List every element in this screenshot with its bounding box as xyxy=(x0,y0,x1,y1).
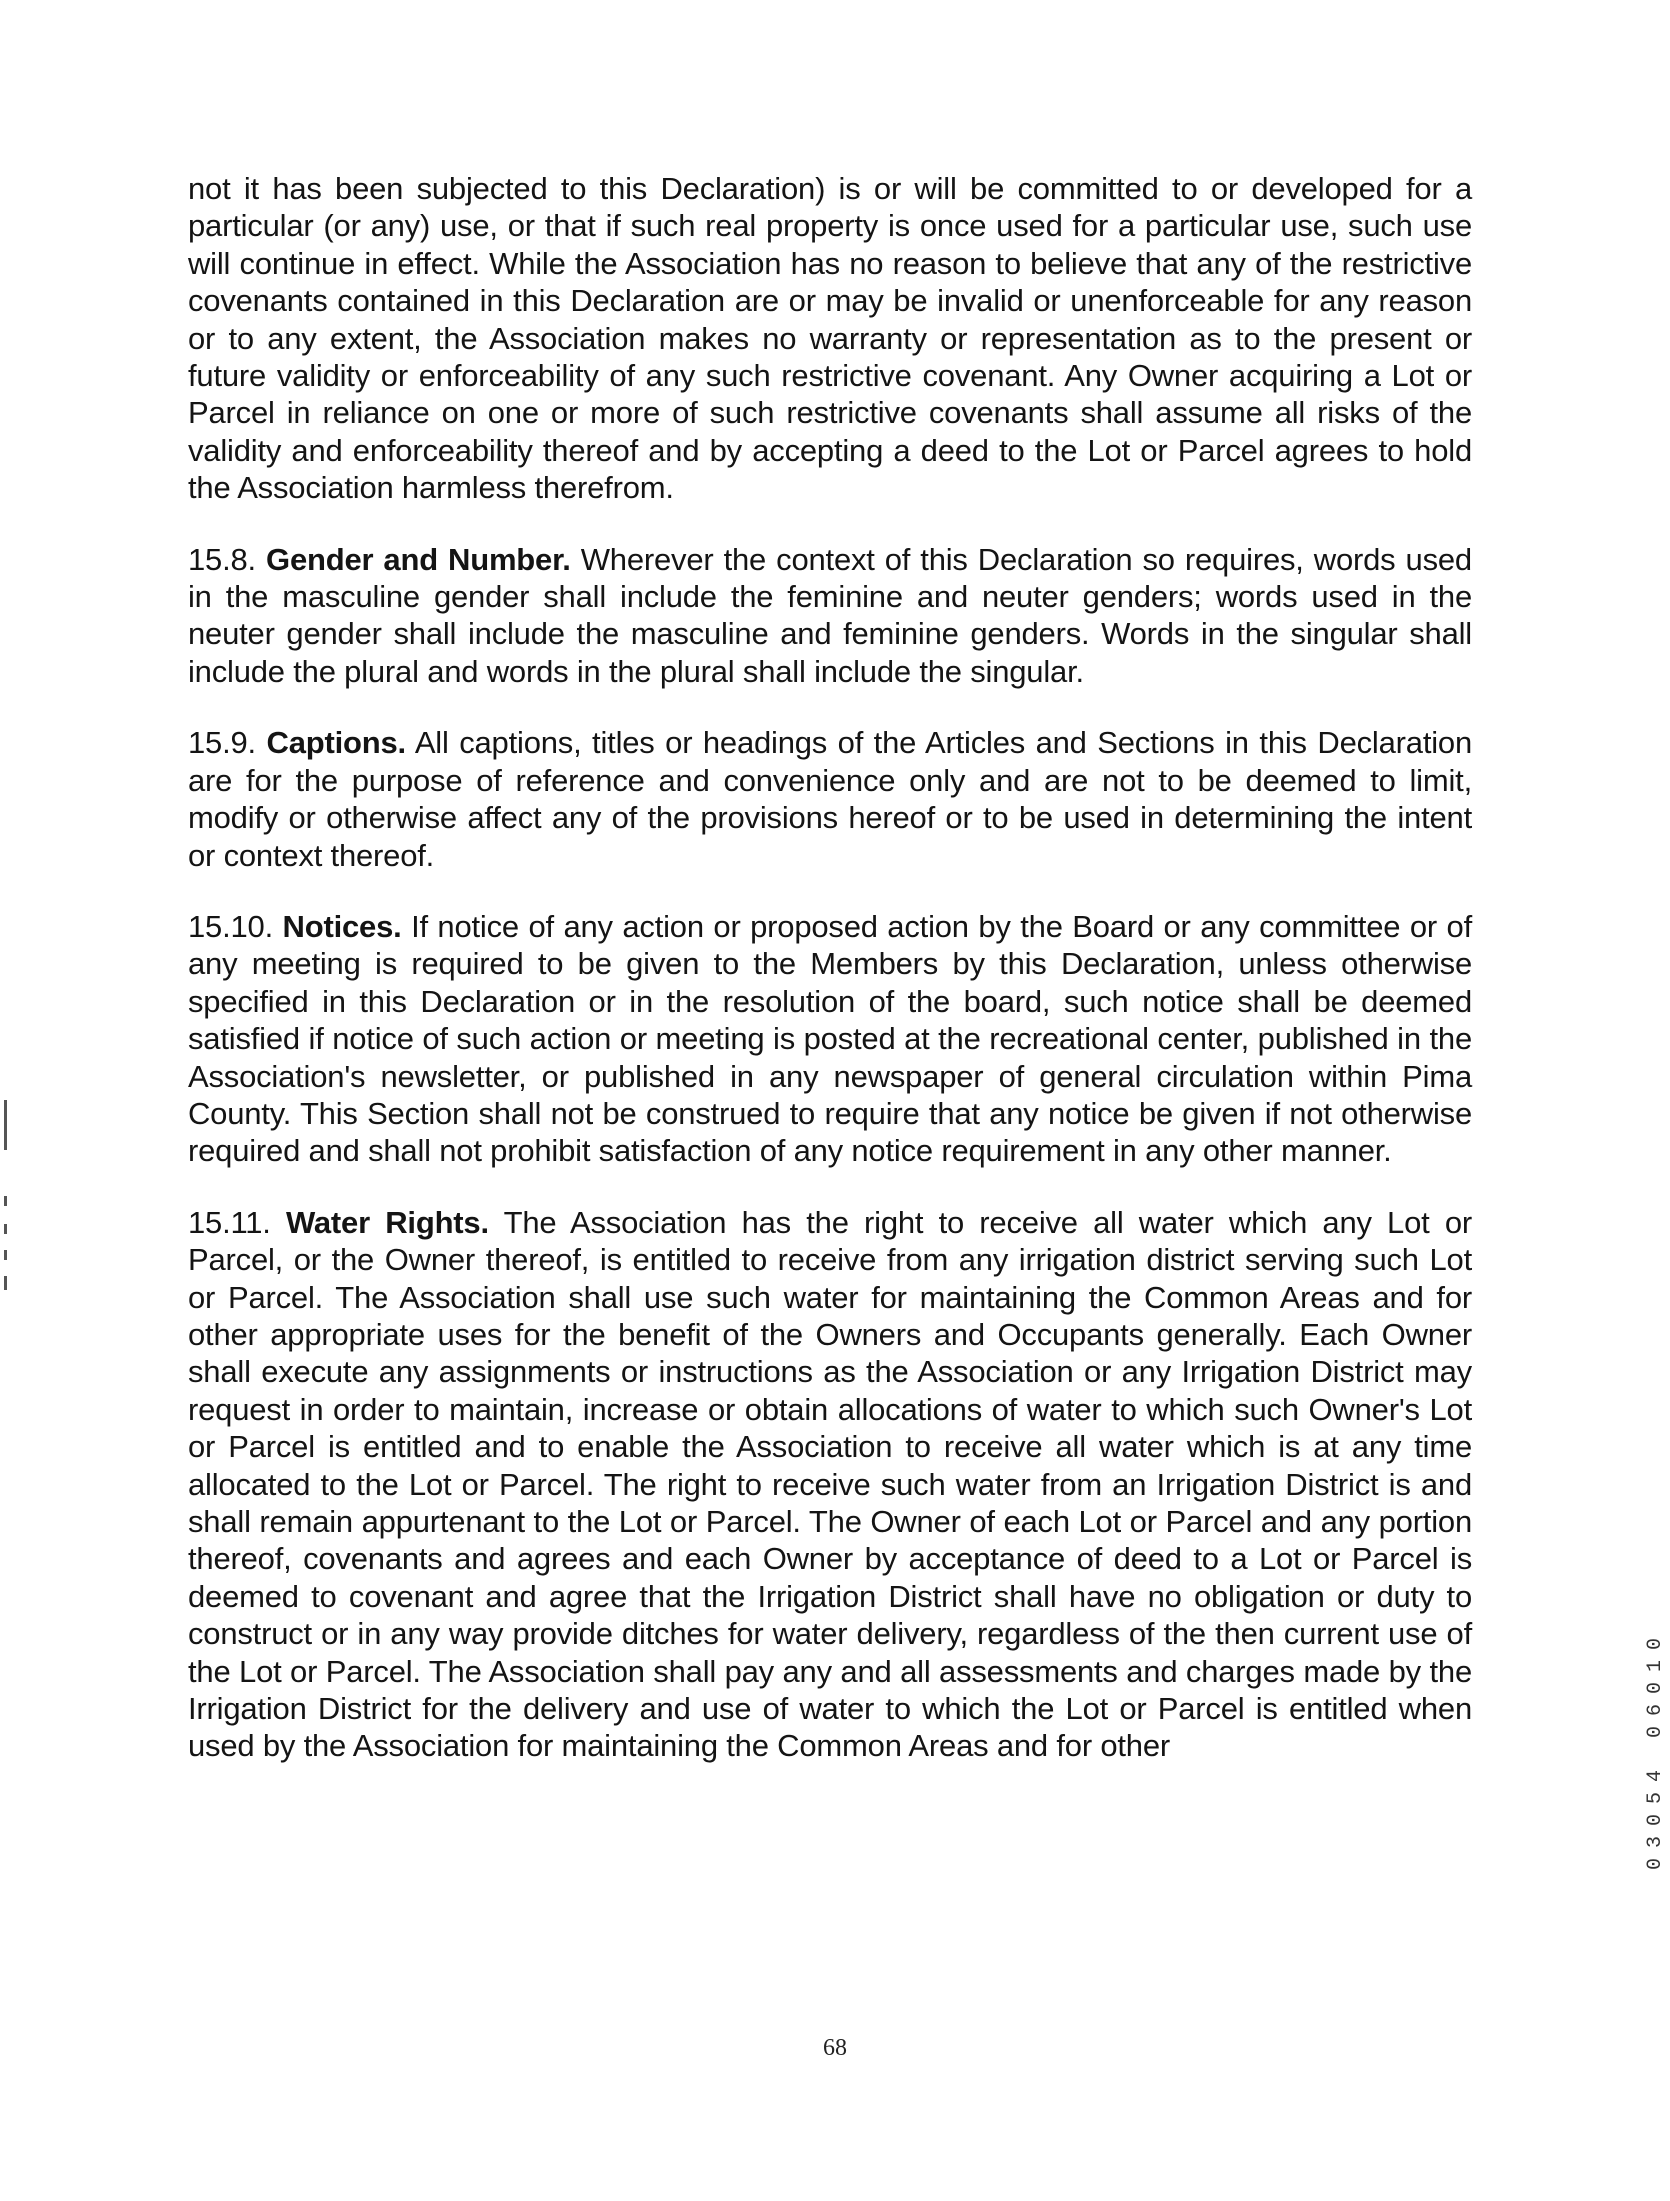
page-number: 68 xyxy=(823,2035,847,2061)
margin-scan-marks xyxy=(4,1100,8,1300)
section-text: If notice of any action or proposed action by the Board or any committee or of any meeting is required to be given to the Members by this Declaration, unless otherwise specified in this Declaration or in the resolution of the board, such notice shall be deemed satisfied if notice of such action or meeting is posted at the recreational center, published in the Association's newsletter, or published in any newspaper of general circulation within Pima County. This Section shall not be construed to require that any notice be given if not otherwise required and shall not prohibit satisfaction of any notice requirement in any other manner. xyxy=(188,908,1472,1169)
section-title: Captions. xyxy=(266,725,406,761)
section-text: Wherever the context of this Declaration so requires, words used in the masculine gender shall include the feminine and neuter genders; words used in the neuter gender shall include the masculine and feminine genders. Words in the singular shall include the plural and words in the plural shall include the singular. xyxy=(188,541,1472,689)
section-number: 15.9. xyxy=(188,725,256,761)
section-15-11 xyxy=(188,1204,1472,1765)
section-number: 15.11. xyxy=(188,1204,271,1240)
section-15-10 xyxy=(188,908,1472,1170)
section-number: 15.10. xyxy=(188,908,273,944)
recording-stamp xyxy=(1620,1570,1667,1870)
section-text: The Association has the right to receive all water which any Lot or Parcel, or the Owner thereof, is entitled to receive from any irrigation district serving such Lot or Parcel. The Association shall use such water for maintaining the Common Areas and for other appropriate uses for the benefit of the Owners and Occupants generally. Each Owner shall execute any assignments or instructions as the Association or any Irrigation District may request in order to maintain, increase or obtain allocations of water to which such Owner's Lot or Parcel is entitled and to enable the Association to receive all water which is at any time allocated to the Lot or Parcel. The right to receive such water from an Irrigation District is and shall remain appurtenant to the Lot or Parcel. The Owner of each Lot or Parcel and any portion thereof, covenants and agrees and each Owner by acceptance of deed to a Lot or Parcel is deemed to covenant and agree that the Irrigation District shall have no obligation or duty to construct or in any way provide ditches for water delivery, regardless of the then current use of the Lot or Parcel. The Association shall pay any and all assessments and charges made by the Irrigation District for the delivery and use of water to which the Lot or Parcel is entitled when used by the Association for maintaining the Common Areas and for other xyxy=(188,1204,1472,1764)
section-text: All captions, titles or headings of the Articles and Sections in this Declaration are for the purpose of reference and convenience only and are not to be deemed to limit, modify or otherwise affect any of the provisions hereof or to be used in determining the intent or context thereof. xyxy=(188,725,1472,873)
section-15-8 xyxy=(188,541,1472,691)
section-15-9 xyxy=(188,724,1472,874)
section-title: Water Rights. xyxy=(285,1204,489,1240)
section-number: 15.8. xyxy=(188,541,256,577)
document-body xyxy=(188,170,1472,1799)
section-title: Gender and Number. xyxy=(266,541,571,577)
recording-number: 03054 06010 xyxy=(1644,1627,1667,1870)
intro-paragraph: not it has been subjected to this Declaration) is or will be committed to or developed for a particular (or any) use, or that if such real property is once used for a particular use, such use will continue in effect. While the Association has no reason to believe that any of the restrictive covenants contained in this Declaration are or may be invalid or unenforceable for any reason or to any extent, the Association makes no warranty or representation as to the present or future validity or enforceability of any such restrictive covenant. Any Owner acquiring a Lot or Parcel in reliance on one or more of such restrictive covenants shall assume all risks of the validity and enforceability thereof and by accepting a deed to the Lot or Parcel agrees to hold the Association harmless therefrom. xyxy=(188,171,1472,506)
section-title: Notices. xyxy=(282,908,402,944)
